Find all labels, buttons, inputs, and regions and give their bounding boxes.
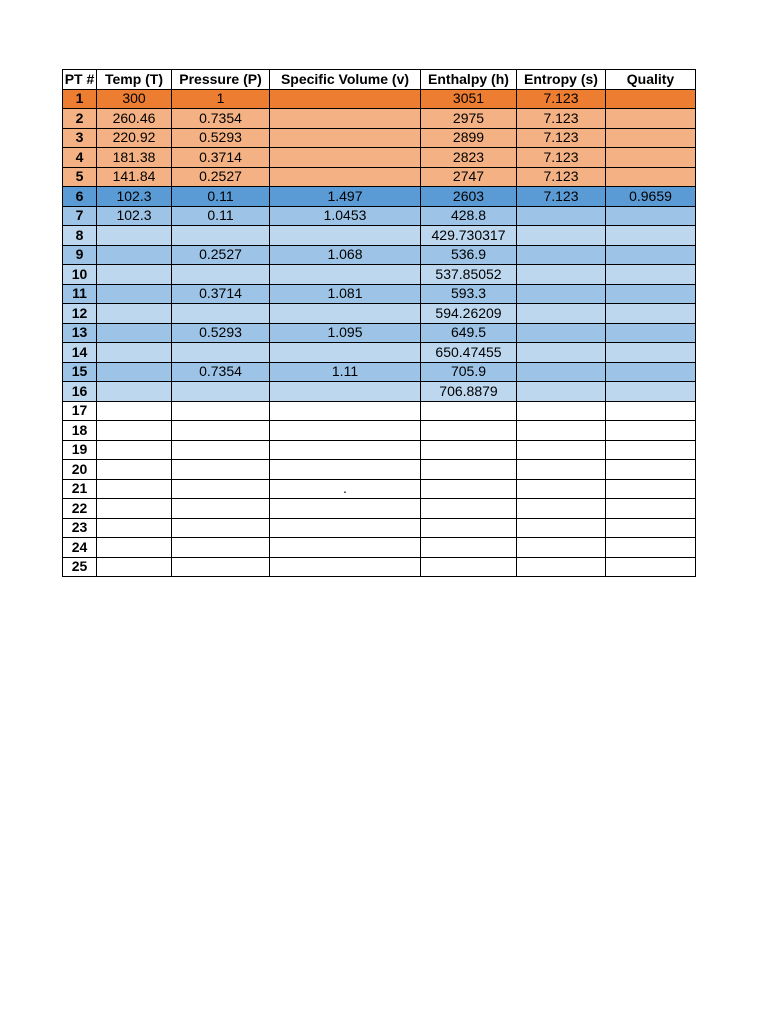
cell-pressure[interactable] bbox=[172, 226, 270, 246]
cell-enthalpy[interactable]: 428.8 bbox=[421, 206, 517, 226]
cell-quality[interactable] bbox=[606, 362, 696, 382]
cell-pt-number[interactable]: 18 bbox=[63, 421, 97, 441]
cell-enthalpy[interactable] bbox=[421, 440, 517, 460]
cell-specific-volume[interactable]: 1.0453 bbox=[270, 206, 421, 226]
table-body bbox=[63, 89, 696, 577]
cell-specific-volume[interactable]: 1.11 bbox=[270, 362, 421, 382]
table-row bbox=[63, 226, 696, 246]
table-row bbox=[63, 284, 696, 304]
cell-pressure[interactable] bbox=[172, 518, 270, 538]
cell-enthalpy[interactable]: 650.47455 bbox=[421, 343, 517, 363]
table-row bbox=[63, 187, 696, 207]
cell-specific-volume[interactable] bbox=[270, 89, 421, 109]
cell-quality[interactable] bbox=[606, 499, 696, 519]
cell-entropy[interactable] bbox=[517, 479, 606, 499]
table-row bbox=[63, 557, 696, 577]
cell-pt-number[interactable]: 8 bbox=[63, 226, 97, 246]
table-row bbox=[63, 343, 696, 363]
cell-pressure[interactable]: 0.3714 bbox=[172, 148, 270, 168]
table-row bbox=[63, 421, 696, 441]
cell-temp[interactable] bbox=[97, 421, 172, 441]
cell-entropy[interactable] bbox=[517, 226, 606, 246]
cell-specific-volume[interactable]: 1.497 bbox=[270, 187, 421, 207]
cell-pressure[interactable]: 0.2527 bbox=[172, 167, 270, 187]
cell-temp[interactable] bbox=[97, 362, 172, 382]
cell-temp[interactable]: 102.3 bbox=[97, 206, 172, 226]
cell-pt-number[interactable]: 4 bbox=[63, 148, 97, 168]
cell-specific-volume[interactable] bbox=[270, 343, 421, 363]
cell-quality[interactable] bbox=[606, 518, 696, 538]
table-row bbox=[63, 148, 696, 168]
cell-entropy[interactable]: 7.123 bbox=[517, 187, 606, 207]
cell-specific-volume[interactable] bbox=[270, 557, 421, 577]
cell-pressure[interactable] bbox=[172, 499, 270, 519]
cell-pressure[interactable] bbox=[172, 265, 270, 285]
cell-specific-volume[interactable] bbox=[270, 460, 421, 480]
cell-specific-volume[interactable] bbox=[270, 499, 421, 519]
cell-entropy[interactable]: 7.123 bbox=[517, 148, 606, 168]
cell-pt-number[interactable]: 14 bbox=[63, 343, 97, 363]
cell-entropy[interactable] bbox=[517, 343, 606, 363]
cell-specific-volume[interactable]: . bbox=[270, 479, 421, 499]
cell-pt-number[interactable]: 20 bbox=[63, 460, 97, 480]
cell-pressure[interactable] bbox=[172, 343, 270, 363]
cell-temp[interactable] bbox=[97, 479, 172, 499]
cell-specific-volume[interactable]: 1.081 bbox=[270, 284, 421, 304]
header-specific-volume[interactable]: Specific Volume (v) bbox=[270, 70, 421, 90]
cell-specific-volume[interactable] bbox=[270, 401, 421, 421]
cell-quality[interactable] bbox=[606, 460, 696, 480]
cell-pt-number[interactable]: 6 bbox=[63, 187, 97, 207]
table-row bbox=[63, 167, 696, 187]
cell-enthalpy[interactable]: 705.9 bbox=[421, 362, 517, 382]
table-row bbox=[63, 401, 696, 421]
cell-entropy[interactable] bbox=[517, 304, 606, 324]
cell-entropy[interactable] bbox=[517, 460, 606, 480]
cell-temp[interactable]: 220.92 bbox=[97, 128, 172, 148]
cell-enthalpy[interactable]: 2603 bbox=[421, 187, 517, 207]
cell-specific-volume[interactable] bbox=[270, 226, 421, 246]
cell-entropy[interactable] bbox=[517, 557, 606, 577]
cell-temp[interactable] bbox=[97, 460, 172, 480]
cell-entropy[interactable] bbox=[517, 421, 606, 441]
table-row bbox=[63, 382, 696, 402]
cell-pt-number[interactable]: 17 bbox=[63, 401, 97, 421]
cell-specific-volume[interactable] bbox=[270, 440, 421, 460]
cell-pressure[interactable]: 0.5293 bbox=[172, 128, 270, 148]
header-enthalpy[interactable]: Enthalpy (h) bbox=[421, 70, 517, 90]
cell-pt-number[interactable]: 15 bbox=[63, 362, 97, 382]
cell-quality[interactable] bbox=[606, 265, 696, 285]
table-row bbox=[63, 245, 696, 265]
table-row bbox=[63, 518, 696, 538]
header-entropy[interactable]: Entropy (s) bbox=[517, 70, 606, 90]
cell-pt-number[interactable]: 1 bbox=[63, 89, 97, 109]
cell-specific-volume[interactable] bbox=[270, 148, 421, 168]
cell-specific-volume[interactable] bbox=[270, 538, 421, 558]
cell-pressure[interactable] bbox=[172, 440, 270, 460]
cell-quality[interactable] bbox=[606, 167, 696, 187]
cell-quality[interactable] bbox=[606, 557, 696, 577]
cell-pt-number[interactable]: 10 bbox=[63, 265, 97, 285]
header-quality[interactable]: Quality bbox=[606, 70, 696, 90]
cell-pt-number[interactable]: 22 bbox=[63, 499, 97, 519]
cell-enthalpy[interactable] bbox=[421, 460, 517, 480]
cell-specific-volume[interactable] bbox=[270, 304, 421, 324]
table-row bbox=[63, 499, 696, 519]
cell-enthalpy[interactable]: 2899 bbox=[421, 128, 517, 148]
table-row bbox=[63, 265, 696, 285]
cell-pt-number[interactable]: 2 bbox=[63, 109, 97, 129]
cell-quality[interactable] bbox=[606, 284, 696, 304]
cell-quality[interactable] bbox=[606, 245, 696, 265]
cell-pressure[interactable] bbox=[172, 538, 270, 558]
cell-entropy[interactable]: 7.123 bbox=[517, 89, 606, 109]
cell-specific-volume[interactable] bbox=[270, 167, 421, 187]
cell-temp[interactable] bbox=[97, 265, 172, 285]
cell-temp[interactable] bbox=[97, 518, 172, 538]
header-pressure[interactable]: Pressure (P) bbox=[172, 70, 270, 90]
header-row bbox=[63, 70, 696, 90]
cell-pt-number[interactable]: 21 bbox=[63, 479, 97, 499]
cell-pressure[interactable]: 0.7354 bbox=[172, 109, 270, 129]
cell-pressure[interactable]: 0.11 bbox=[172, 187, 270, 207]
cell-enthalpy[interactable] bbox=[421, 557, 517, 577]
cell-entropy[interactable] bbox=[517, 265, 606, 285]
cell-quality[interactable] bbox=[606, 304, 696, 324]
cell-temp[interactable]: 141.84 bbox=[97, 167, 172, 187]
cell-temp[interactable] bbox=[97, 382, 172, 402]
cell-entropy[interactable] bbox=[517, 538, 606, 558]
cell-entropy[interactable] bbox=[517, 206, 606, 226]
cell-quality[interactable] bbox=[606, 109, 696, 129]
table-row bbox=[63, 304, 696, 324]
cell-quality[interactable] bbox=[606, 479, 696, 499]
cell-quality[interactable] bbox=[606, 323, 696, 343]
table-row bbox=[63, 323, 696, 343]
cell-pressure[interactable] bbox=[172, 557, 270, 577]
cell-quality[interactable]: 0.9659 bbox=[606, 187, 696, 207]
table-row bbox=[63, 362, 696, 382]
cell-pt-number[interactable]: 9 bbox=[63, 245, 97, 265]
cell-pressure[interactable] bbox=[172, 304, 270, 324]
cell-entropy[interactable] bbox=[517, 518, 606, 538]
cell-temp[interactable] bbox=[97, 538, 172, 558]
cell-enthalpy[interactable]: 594.26209 bbox=[421, 304, 517, 324]
cell-temp[interactable] bbox=[97, 226, 172, 246]
table-row bbox=[63, 479, 696, 499]
cell-pt-number[interactable]: 11 bbox=[63, 284, 97, 304]
cell-entropy[interactable] bbox=[517, 382, 606, 402]
cell-pt-number[interactable]: 12 bbox=[63, 304, 97, 324]
table-row bbox=[63, 440, 696, 460]
cell-temp[interactable]: 181.38 bbox=[97, 148, 172, 168]
cell-enthalpy[interactable] bbox=[421, 538, 517, 558]
cell-enthalpy[interactable] bbox=[421, 499, 517, 519]
cell-enthalpy[interactable]: 706.8879 bbox=[421, 382, 517, 402]
cell-temp[interactable]: 102.3 bbox=[97, 187, 172, 207]
table-row bbox=[63, 89, 696, 109]
cell-enthalpy[interactable]: 2975 bbox=[421, 109, 517, 129]
cell-pt-number[interactable]: 23 bbox=[63, 518, 97, 538]
cell-entropy[interactable] bbox=[517, 440, 606, 460]
cell-quality[interactable] bbox=[606, 421, 696, 441]
cell-entropy[interactable] bbox=[517, 245, 606, 265]
cell-pt-number[interactable]: 13 bbox=[63, 323, 97, 343]
cell-temp[interactable] bbox=[97, 245, 172, 265]
cell-enthalpy[interactable]: 2747 bbox=[421, 167, 517, 187]
cell-entropy[interactable]: 7.123 bbox=[517, 109, 606, 129]
cell-temp[interactable] bbox=[97, 401, 172, 421]
cell-temp[interactable] bbox=[97, 499, 172, 519]
cell-specific-volume[interactable]: 1.068 bbox=[270, 245, 421, 265]
cell-quality[interactable] bbox=[606, 401, 696, 421]
cell-enthalpy[interactable] bbox=[421, 479, 517, 499]
cell-temp[interactable] bbox=[97, 557, 172, 577]
cell-specific-volume[interactable] bbox=[270, 265, 421, 285]
cell-pressure[interactable]: 1 bbox=[172, 89, 270, 109]
cell-entropy[interactable] bbox=[517, 323, 606, 343]
cell-pt-number[interactable]: 25 bbox=[63, 557, 97, 577]
cell-enthalpy[interactable]: 537.85052 bbox=[421, 265, 517, 285]
cell-temp[interactable] bbox=[97, 304, 172, 324]
cell-entropy[interactable] bbox=[517, 401, 606, 421]
cell-enthalpy[interactable]: 429.730317 bbox=[421, 226, 517, 246]
cell-pressure[interactable]: 0.7354 bbox=[172, 362, 270, 382]
cell-pressure[interactable]: 0.3714 bbox=[172, 284, 270, 304]
cell-enthalpy[interactable] bbox=[421, 401, 517, 421]
cell-temp[interactable]: 260.46 bbox=[97, 109, 172, 129]
cell-entropy[interactable] bbox=[517, 362, 606, 382]
cell-quality[interactable] bbox=[606, 148, 696, 168]
cell-pt-number[interactable]: 24 bbox=[63, 538, 97, 558]
cell-temp[interactable] bbox=[97, 284, 172, 304]
table-row bbox=[63, 109, 696, 129]
table-row bbox=[63, 128, 696, 148]
header-pt[interactable]: PT # bbox=[63, 70, 97, 90]
cell-quality[interactable] bbox=[606, 343, 696, 363]
cell-quality[interactable] bbox=[606, 128, 696, 148]
cell-quality[interactable] bbox=[606, 206, 696, 226]
cell-quality[interactable] bbox=[606, 440, 696, 460]
cell-specific-volume[interactable] bbox=[270, 382, 421, 402]
cell-pressure[interactable]: 0.5293 bbox=[172, 323, 270, 343]
cell-enthalpy[interactable]: 593.3 bbox=[421, 284, 517, 304]
cell-entropy[interactable]: 7.123 bbox=[517, 128, 606, 148]
cell-specific-volume[interactable] bbox=[270, 128, 421, 148]
cell-pt-number[interactable]: 16 bbox=[63, 382, 97, 402]
cell-pressure[interactable]: 0.2527 bbox=[172, 245, 270, 265]
cell-pressure[interactable] bbox=[172, 460, 270, 480]
cell-entropy[interactable] bbox=[517, 284, 606, 304]
cell-entropy[interactable]: 7.123 bbox=[517, 167, 606, 187]
cell-temp[interactable] bbox=[97, 343, 172, 363]
cell-pressure[interactable] bbox=[172, 401, 270, 421]
cell-pt-number[interactable]: 19 bbox=[63, 440, 97, 460]
table-row bbox=[63, 206, 696, 226]
cell-specific-volume[interactable] bbox=[270, 421, 421, 441]
cell-enthalpy[interactable]: 3051 bbox=[421, 89, 517, 109]
cell-quality[interactable] bbox=[606, 89, 696, 109]
cell-entropy[interactable] bbox=[517, 499, 606, 519]
cell-temp[interactable] bbox=[97, 440, 172, 460]
table-row bbox=[63, 460, 696, 480]
cell-temp[interactable]: 300 bbox=[97, 89, 172, 109]
cell-pressure[interactable]: 0.11 bbox=[172, 206, 270, 226]
state-points-table bbox=[62, 69, 696, 577]
cell-pt-number[interactable]: 7 bbox=[63, 206, 97, 226]
cell-pt-number[interactable]: 3 bbox=[63, 128, 97, 148]
cell-quality[interactable] bbox=[606, 538, 696, 558]
header-temp[interactable]: Temp (T) bbox=[97, 70, 172, 90]
cell-enthalpy[interactable] bbox=[421, 518, 517, 538]
cell-pressure[interactable] bbox=[172, 421, 270, 441]
cell-enthalpy[interactable]: 2823 bbox=[421, 148, 517, 168]
cell-enthalpy[interactable]: 649.5 bbox=[421, 323, 517, 343]
cell-specific-volume[interactable] bbox=[270, 109, 421, 129]
cell-temp[interactable] bbox=[97, 323, 172, 343]
cell-quality[interactable] bbox=[606, 382, 696, 402]
cell-enthalpy[interactable]: 536.9 bbox=[421, 245, 517, 265]
cell-pressure[interactable] bbox=[172, 382, 270, 402]
cell-pressure[interactable] bbox=[172, 479, 270, 499]
table-row bbox=[63, 538, 696, 558]
cell-specific-volume[interactable] bbox=[270, 518, 421, 538]
cell-enthalpy[interactable] bbox=[421, 421, 517, 441]
cell-specific-volume[interactable]: 1.095 bbox=[270, 323, 421, 343]
cell-quality[interactable] bbox=[606, 226, 696, 246]
cell-pt-number[interactable]: 5 bbox=[63, 167, 97, 187]
